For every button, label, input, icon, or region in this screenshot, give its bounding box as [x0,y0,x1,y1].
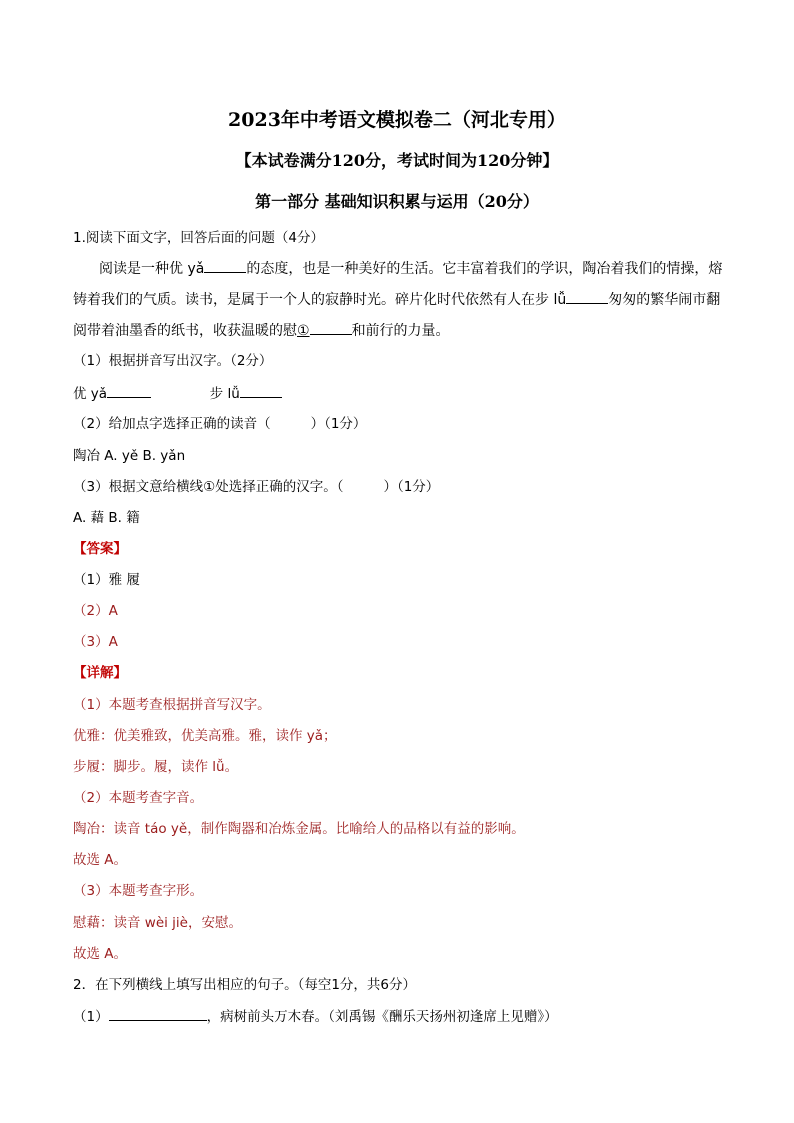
sub2-points: ）（1分） [310,416,367,432]
sub3-points: ）（1分） [383,479,440,495]
passage-part-f: 和前行的力量。 [351,323,450,339]
blank-marker: ① [297,323,310,339]
sub1-item-b: 步 lǚ [209,386,240,402]
question-1-sub-3 [73,477,439,497]
question-1-sub-2 [73,414,366,434]
fill-blank-1 [109,1006,207,1021]
question-1-passage [73,254,723,347]
detail-9: 故选 A。 [73,946,128,962]
passage-part-e: 阅带着油墨香的纸书，收获温暖的慰 [73,323,297,339]
detail-8: 慰藉：读音 wèi jiè，安慰。 [73,915,242,931]
sub1-item-a: 优 yǎ [73,386,108,402]
detail-5: 陶冶：读音 táo yě，制作陶器和冶炼金属。比喻给人的品格以有益的影响。 [73,821,525,837]
passage-part-d: 匆匆的繁华闹市翻 [608,292,721,308]
answer-blank-b [240,383,282,398]
sub2-text: （2）给加点字选择正确的读音（ [73,416,271,432]
sub3-text: （3）根据文意给横线①处选择正确的汉字。（ [73,479,344,495]
passage-part-c: 铸着我们的气质。读书，是属于一个人的寂静时光。碎片化时代依然有人在步 lǚ [73,292,567,308]
blank-1 [310,320,352,335]
detail-heading: 【详解】 [73,665,127,681]
detail-4: （2）本题考查字音。 [73,790,204,806]
question-1-sub-2-options: 陶冶 A. yě B. yǎn [73,448,186,464]
detail-2: 优雅：优美雅致，优美高雅。雅，读作 yǎ； [73,728,337,744]
item-1-text: ，病树前头万木春。（刘禹锡《酬乐天扬州初逢席上见赠》） [206,1009,558,1025]
answer-1: （1）雅 履 [73,572,140,588]
question-2-prompt: 2．在下列横线上填写出相应的句子。（每空1分，共6分） [73,977,417,993]
answer-blank-a [107,383,151,398]
detail-6: 故选 A。 [73,852,128,868]
answer-heading: 【答案】 [73,541,127,557]
passage-part-b: 的态度，也是一种美好的生活。它丰富着我们的学识，陶冶着我们的情操，熔 [246,261,723,277]
page-title: 2023年中考语文模拟卷二（河北专用） [228,109,566,131]
blank-ya [204,258,246,273]
section-heading: 第一部分 基础知识积累与运用（20分） [255,192,539,211]
question-1-prompt: 1.阅读下面文字，回答后面的问题（4分） [73,230,324,246]
question-1-sub-1: （1）根据拼音写出汉字。（2分） [73,353,273,369]
detail-7: （3）本题考查字形。 [73,883,204,899]
exam-info: 【本试卷满分120分，考试时间为120分钟】 [235,151,559,170]
detail-1: （1）本题考查根据拼音写汉字。 [73,697,271,713]
detail-3: 步履：脚步。履，读作 lǚ。 [73,759,239,775]
passage-part-a: 阅读是一种优 yǎ [99,261,205,277]
answer-2: （2）A [73,603,118,619]
answer-3: （3）A [73,634,118,650]
blank-lv [566,289,608,304]
item-1-label: （1） [73,1009,109,1025]
question-2-item-1 [73,1006,558,1027]
question-1-sub-1-blanks [73,383,282,404]
question-1-sub-3-options: A. 藉 B. 籍 [73,510,140,526]
